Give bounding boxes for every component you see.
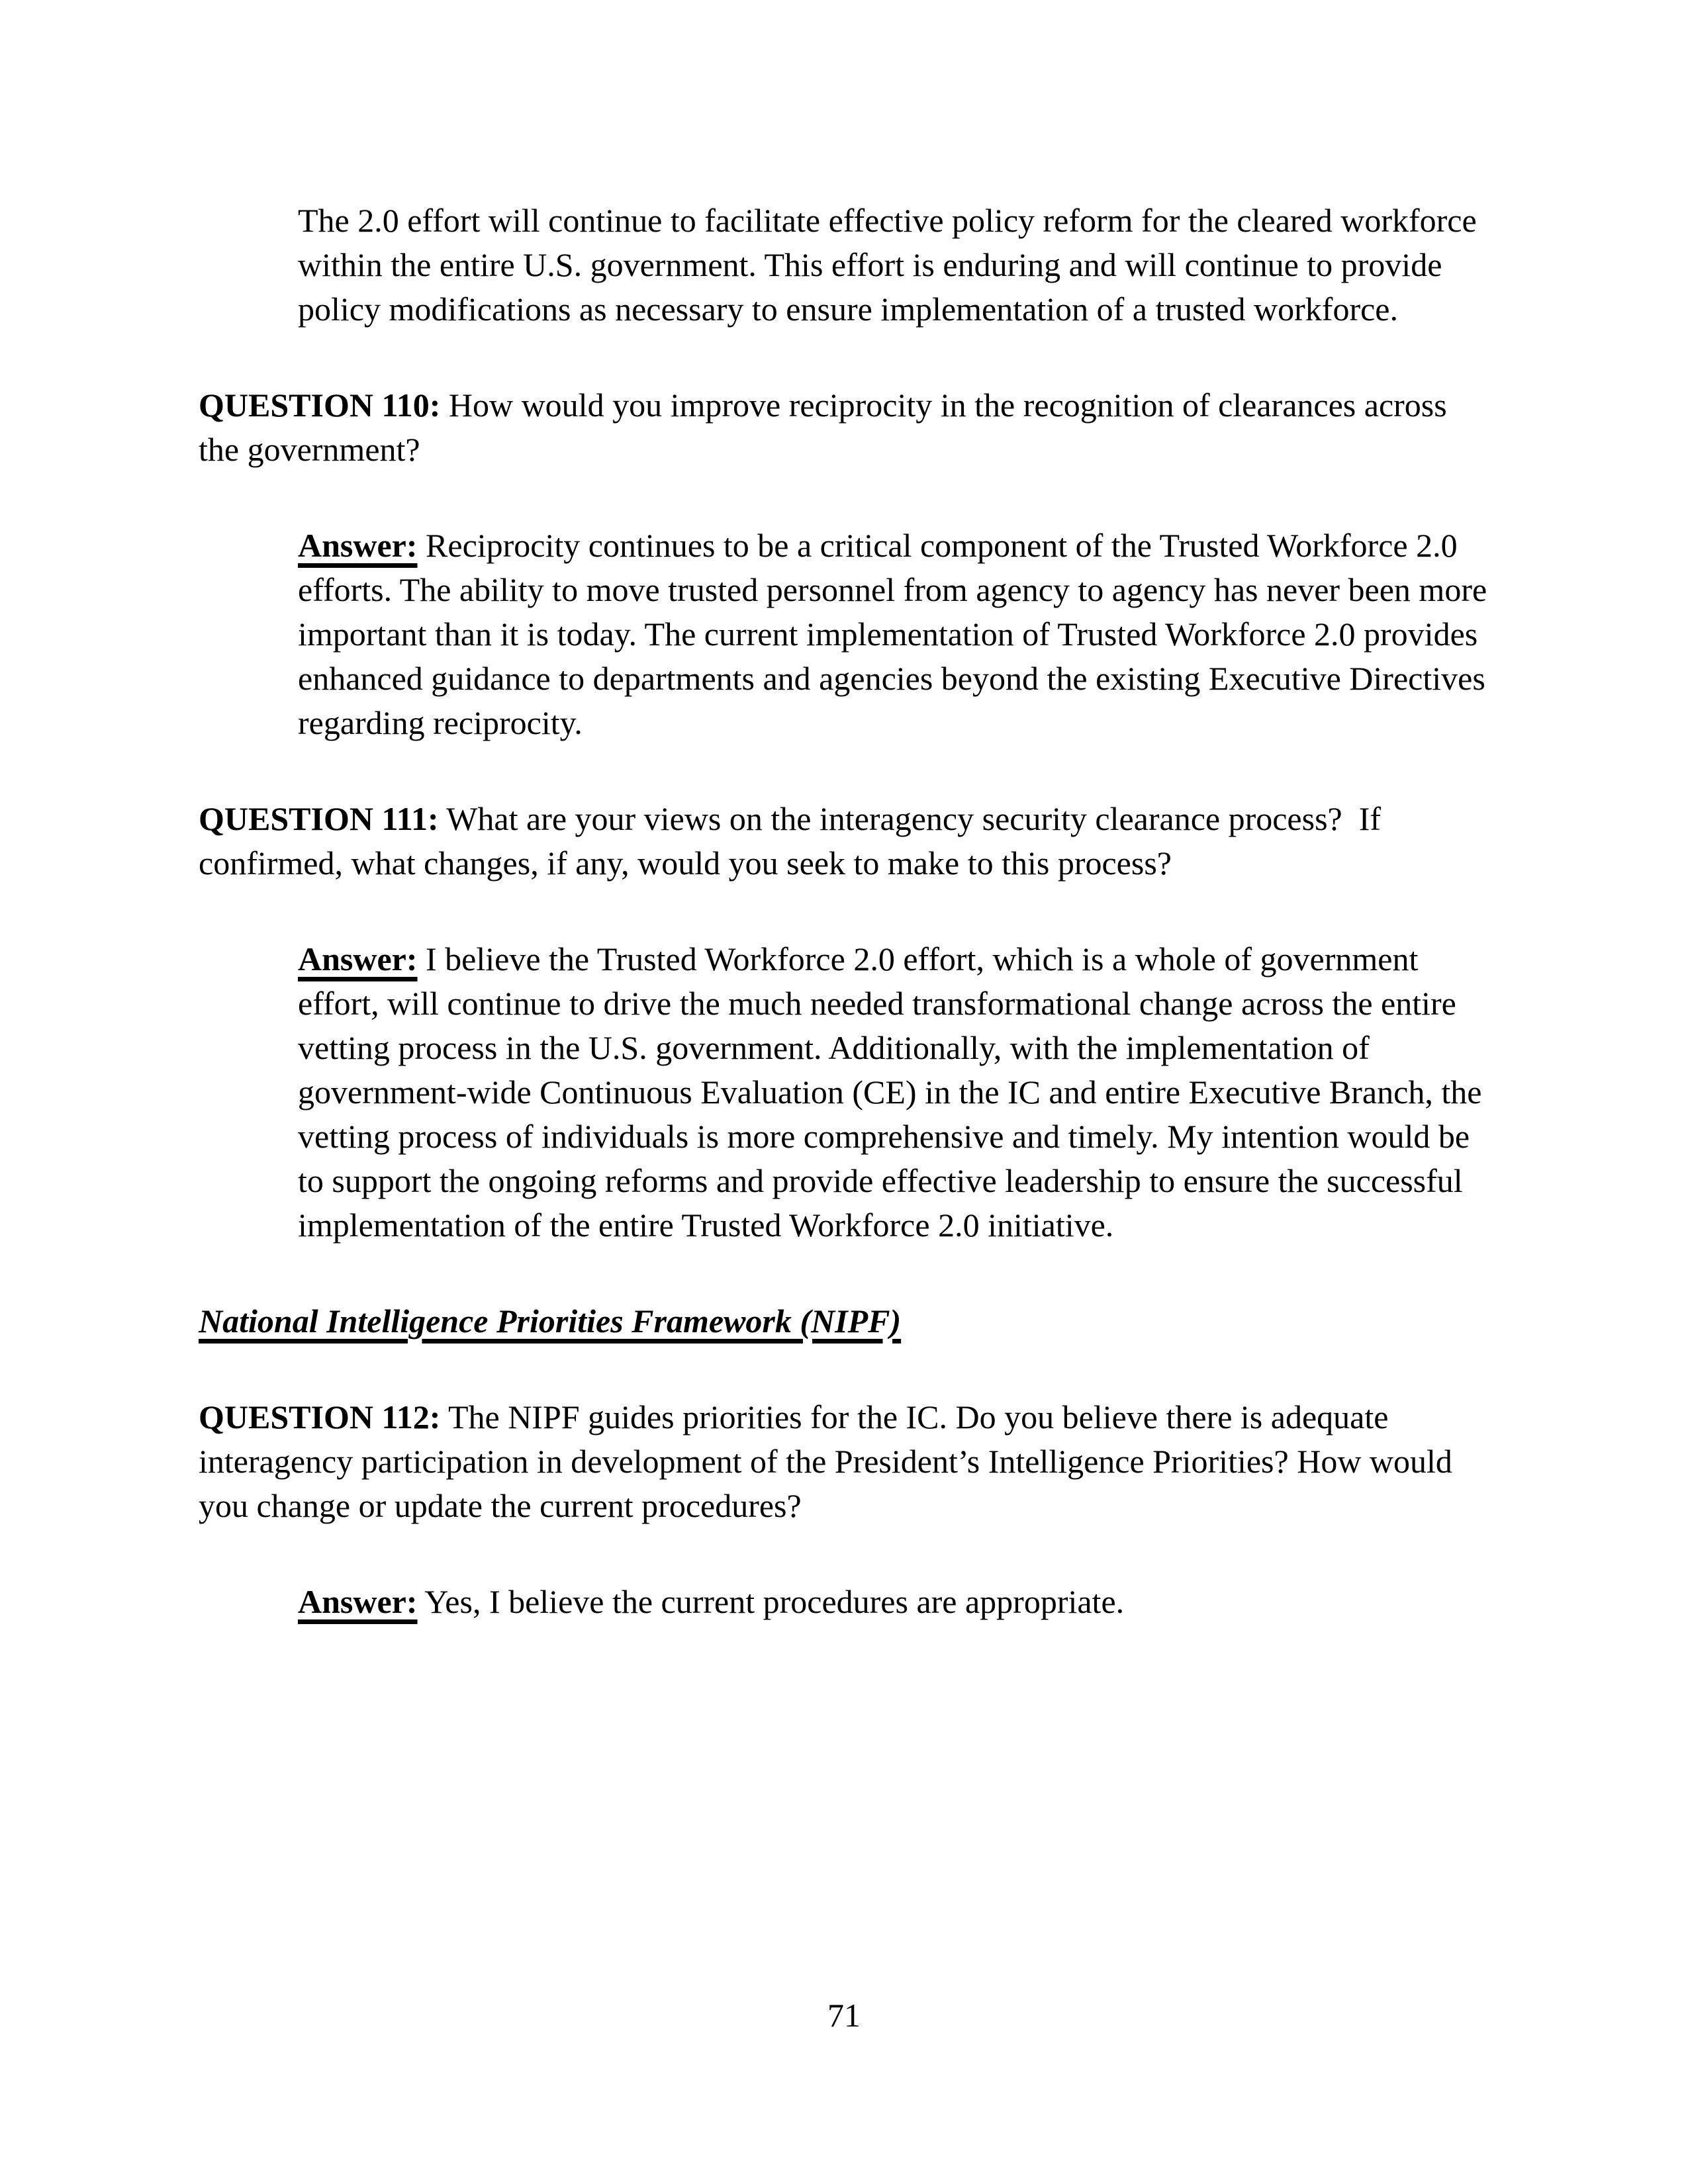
question-111-label: QUESTION 111: <box>199 800 439 837</box>
answer-110-label: Answer: <box>298 527 418 564</box>
question-111 <box>199 797 1489 886</box>
question-112 <box>199 1395 1489 1528</box>
answer-111-label: Answer: <box>298 940 418 978</box>
question-112-text: The NIPF guides priorities for the IC. Do you believe there is adequate interagency participation in development of the President’s Intelligence Priorities? How would you change or update the current procedures? <box>199 1398 1461 1524</box>
question-110-label: QUESTION 110: <box>199 387 441 424</box>
section-heading-nipf: National Intelligence Priorities Framework (NIPF) <box>199 1302 902 1340</box>
question-112-label: QUESTION 112: <box>199 1398 441 1435</box>
answer-112-text: Yes, I believe the current procedures are appropriate. <box>424 1583 1125 1620</box>
page-number: 71 <box>827 1997 861 2034</box>
question-110 <box>199 383 1489 472</box>
intro-paragraph <box>298 199 1489 332</box>
answer-111-text: I believe the Trusted Workforce 2.0 effort, which is a whole of government effort, will continue to drive the much needed transformational change across the entire vetting process in the U.S. government. Additionally, with the implementation of government-wide Continuous Evaluation (CE) in the IC and entire Executive Branch, the vetting process of individuals is more comprehensive and timely. My intention would be to support the ongoing reforms and provide effective leadership to ensure the successful implementation of the entire Trusted Workforce 2.0 initiative. <box>298 940 1490 1244</box>
answer-111 <box>298 937 1489 1248</box>
answer-112-label: Answer: <box>298 1583 418 1620</box>
question-111-text: What are your views on the interagency security clearance process? If confirmed, what changes, if any, would you seek to make to this process? <box>199 800 1389 882</box>
answer-112 <box>298 1580 1489 1624</box>
answer-110-text: Reciprocity continues to be a critical component of the Trusted Workforce 2.0 efforts. The ability to move trusted personnel from agency to agency has never been more important than it is today. The current implementation of Trusted Workforce 2.0 provides enhanced guidance to departments and agencies beyond the existing Executive Directives regarding reciprocity. <box>298 527 1495 741</box>
answer-110 <box>298 523 1495 745</box>
question-110-text: How would you improve reciprocity in the recognition of clearances across the government? <box>199 387 1456 468</box>
intro-paragraph-text: The 2.0 effort will continue to facilitate effective policy reform for the cleared workforce within the entire U.S. government. This effort is enduring and will continue to provide policy modifications as necessary to ensure implementation of a trusted workforce. <box>298 202 1485 328</box>
